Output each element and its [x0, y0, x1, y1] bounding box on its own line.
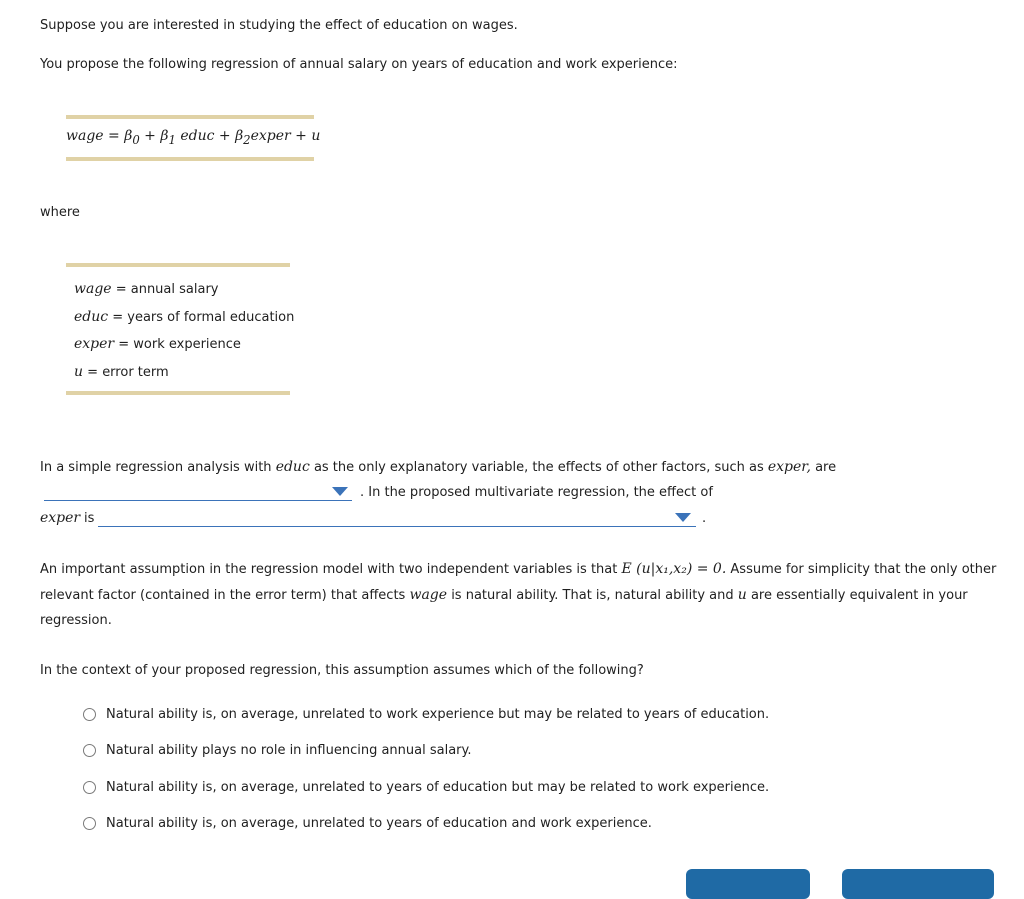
- where-label: where: [40, 205, 80, 220]
- definitions-top-rule: [66, 263, 290, 267]
- dropdown-2[interactable]: [98, 506, 698, 528]
- intro-line-1: Suppose you are interested in studying the effect of education on wages.: [40, 18, 518, 33]
- definition-variable: exper: [74, 336, 115, 352]
- definition-description: = work experience: [114, 337, 241, 352]
- definitions-bottom-rule: [66, 391, 290, 395]
- answer-option-3[interactable]: [83, 780, 769, 795]
- equation: wage = $\beta_0 + \beta_1$ educ + $\beta_2exper + u$: [66, 128, 321, 147]
- definition-description: = annual salary: [111, 282, 219, 297]
- answer-option-label: Natural ability plays no role in influencing annual salary.: [106, 743, 472, 758]
- definition-variable: u: [74, 364, 84, 380]
- next-question-button[interactable]: [842, 869, 994, 899]
- assumption-line-3: regression.: [40, 613, 112, 628]
- question1-is-text: is: [84, 511, 95, 526]
- radio-button[interactable]: [83, 708, 96, 721]
- equation-bottom-rule: [66, 157, 314, 161]
- equation-lhs: wage: [66, 128, 104, 144]
- check-answer-button[interactable]: [686, 869, 810, 899]
- answer-option-4[interactable]: [83, 816, 652, 831]
- definition-row: [74, 309, 294, 325]
- answer-option-2[interactable]: [83, 743, 471, 758]
- question1-after-dropdown1: . In the proposed multivariate regression, the effect of: [360, 485, 713, 500]
- equation-top-rule: [66, 115, 314, 119]
- definition-row: [74, 364, 169, 380]
- chevron-down-icon: [675, 513, 691, 522]
- intro-line-2: You propose the following regression of annual salary on years of education and work experience:: [40, 57, 678, 72]
- answer-option-label: Natural ability is, on average, unrelated to years of education but may be related to work experience.: [106, 780, 770, 795]
- answer-option-label: Natural ability is, on average, unrelated to work experience but may be related to years of education.: [106, 707, 770, 722]
- question2-text: In the context of your proposed regression, this assumption assumes which of the following?: [40, 663, 644, 678]
- chevron-down-icon: [332, 487, 348, 496]
- radio-button[interactable]: [83, 817, 96, 830]
- definition-row: [74, 281, 219, 297]
- answer-option-1[interactable]: [83, 707, 769, 722]
- radio-button[interactable]: [83, 781, 96, 794]
- definition-description: = years of formal education: [108, 310, 295, 325]
- radio-button[interactable]: [83, 744, 96, 757]
- assumption-formula: E (u|x₁,x₂) = 0.: [621, 561, 727, 577]
- question1-var-exper: exper: [40, 510, 81, 526]
- dropdown-2-underline: [98, 526, 696, 527]
- assumption-line-1: An important assumption in the regression model with two independent variables is that E (u|x₁,x₂) = 0. Assume for simplicity that the only other: [40, 561, 997, 577]
- definition-description: = error term: [83, 365, 169, 380]
- dropdown-1-underline: [44, 500, 352, 501]
- dropdown-1[interactable]: [44, 480, 354, 502]
- definition-variable: wage: [74, 281, 112, 297]
- assumption-line-2: relevant factor (contained in the error term) that affects wage is natural ability. That is, natural ability and u are essentially equivalent in your: [40, 587, 968, 603]
- answer-option-label: Natural ability is, on average, unrelated to years of education and work experience.: [106, 816, 652, 831]
- question1-line: In a simple regression analysis with educ as the only explanatory variable, the effects of other factors, such as exper, are: [40, 459, 837, 475]
- definition-variable: educ: [74, 309, 109, 325]
- equation-rhs: $\beta_0 + \beta_1$ educ + $\beta_2exper + u$: [124, 128, 321, 147]
- definition-row: [74, 336, 241, 352]
- question1-period: .: [702, 511, 707, 526]
